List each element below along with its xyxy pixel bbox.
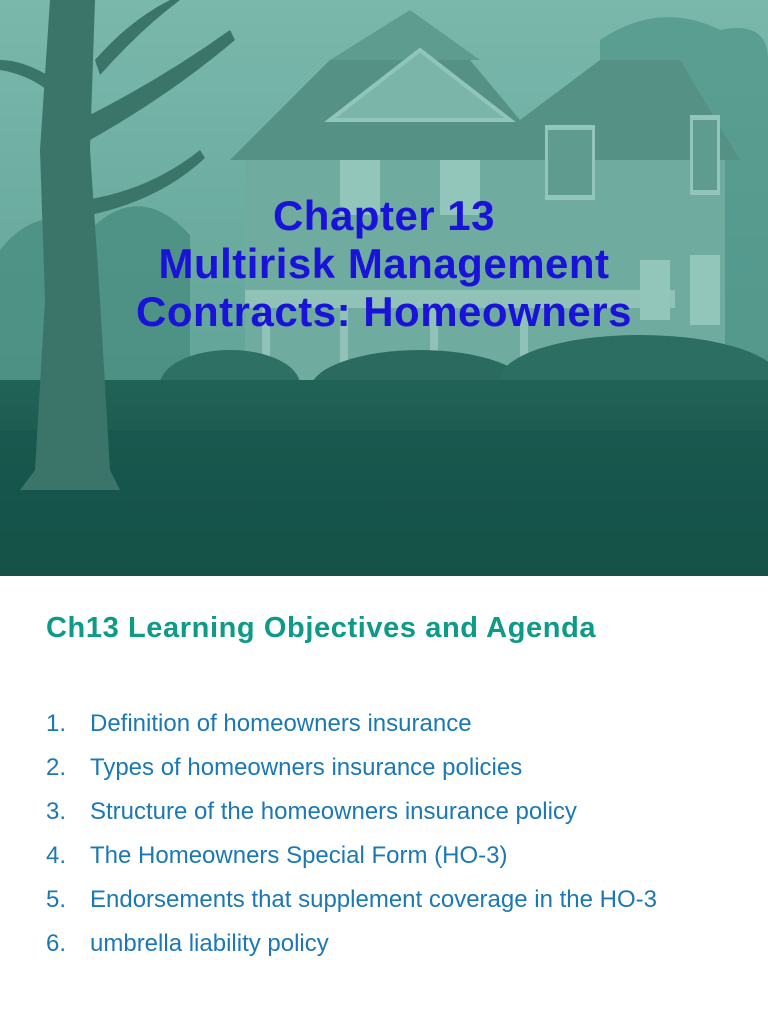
agenda-item-number: 5. [46, 886, 67, 913]
agenda-item-number: 1. [46, 710, 67, 737]
agenda-item-number: 3. [46, 798, 67, 825]
agenda-item-text: The Homeowners Special Form (HO-3) [90, 842, 508, 869]
agenda-list [46, 710, 726, 974]
chapter-title [0, 192, 768, 336]
agenda-item [46, 930, 726, 958]
agenda-heading: Ch13 Learning Objectives and Agenda [46, 612, 597, 644]
agenda-item-number: 2. [46, 754, 67, 781]
agenda-item-number: 6. [46, 930, 67, 957]
agenda-item-text: Definition of homeowners insurance [90, 710, 472, 737]
agenda-item [46, 710, 726, 738]
agenda-item [46, 754, 726, 782]
agenda-slide [0, 576, 768, 1024]
title-line-contracts: Contracts: Homeowners [136, 288, 632, 335]
agenda-item [46, 842, 726, 870]
title-line-chapter: Chapter 13 [272, 192, 496, 239]
agenda-item-text: Endorsements that supplement coverage in the HO-3 [90, 886, 657, 913]
title-line-multirisk: Multirisk Management [158, 240, 610, 287]
agenda-item-text: Structure of the homeowners insurance policy [90, 798, 577, 825]
agenda-item-number: 4. [46, 842, 67, 869]
agenda-item [46, 798, 726, 826]
agenda-item-text: Types of homeowners insurance policies [90, 754, 523, 781]
agenda-item-text: umbrella liability policy [90, 930, 329, 957]
agenda-item [46, 886, 726, 914]
